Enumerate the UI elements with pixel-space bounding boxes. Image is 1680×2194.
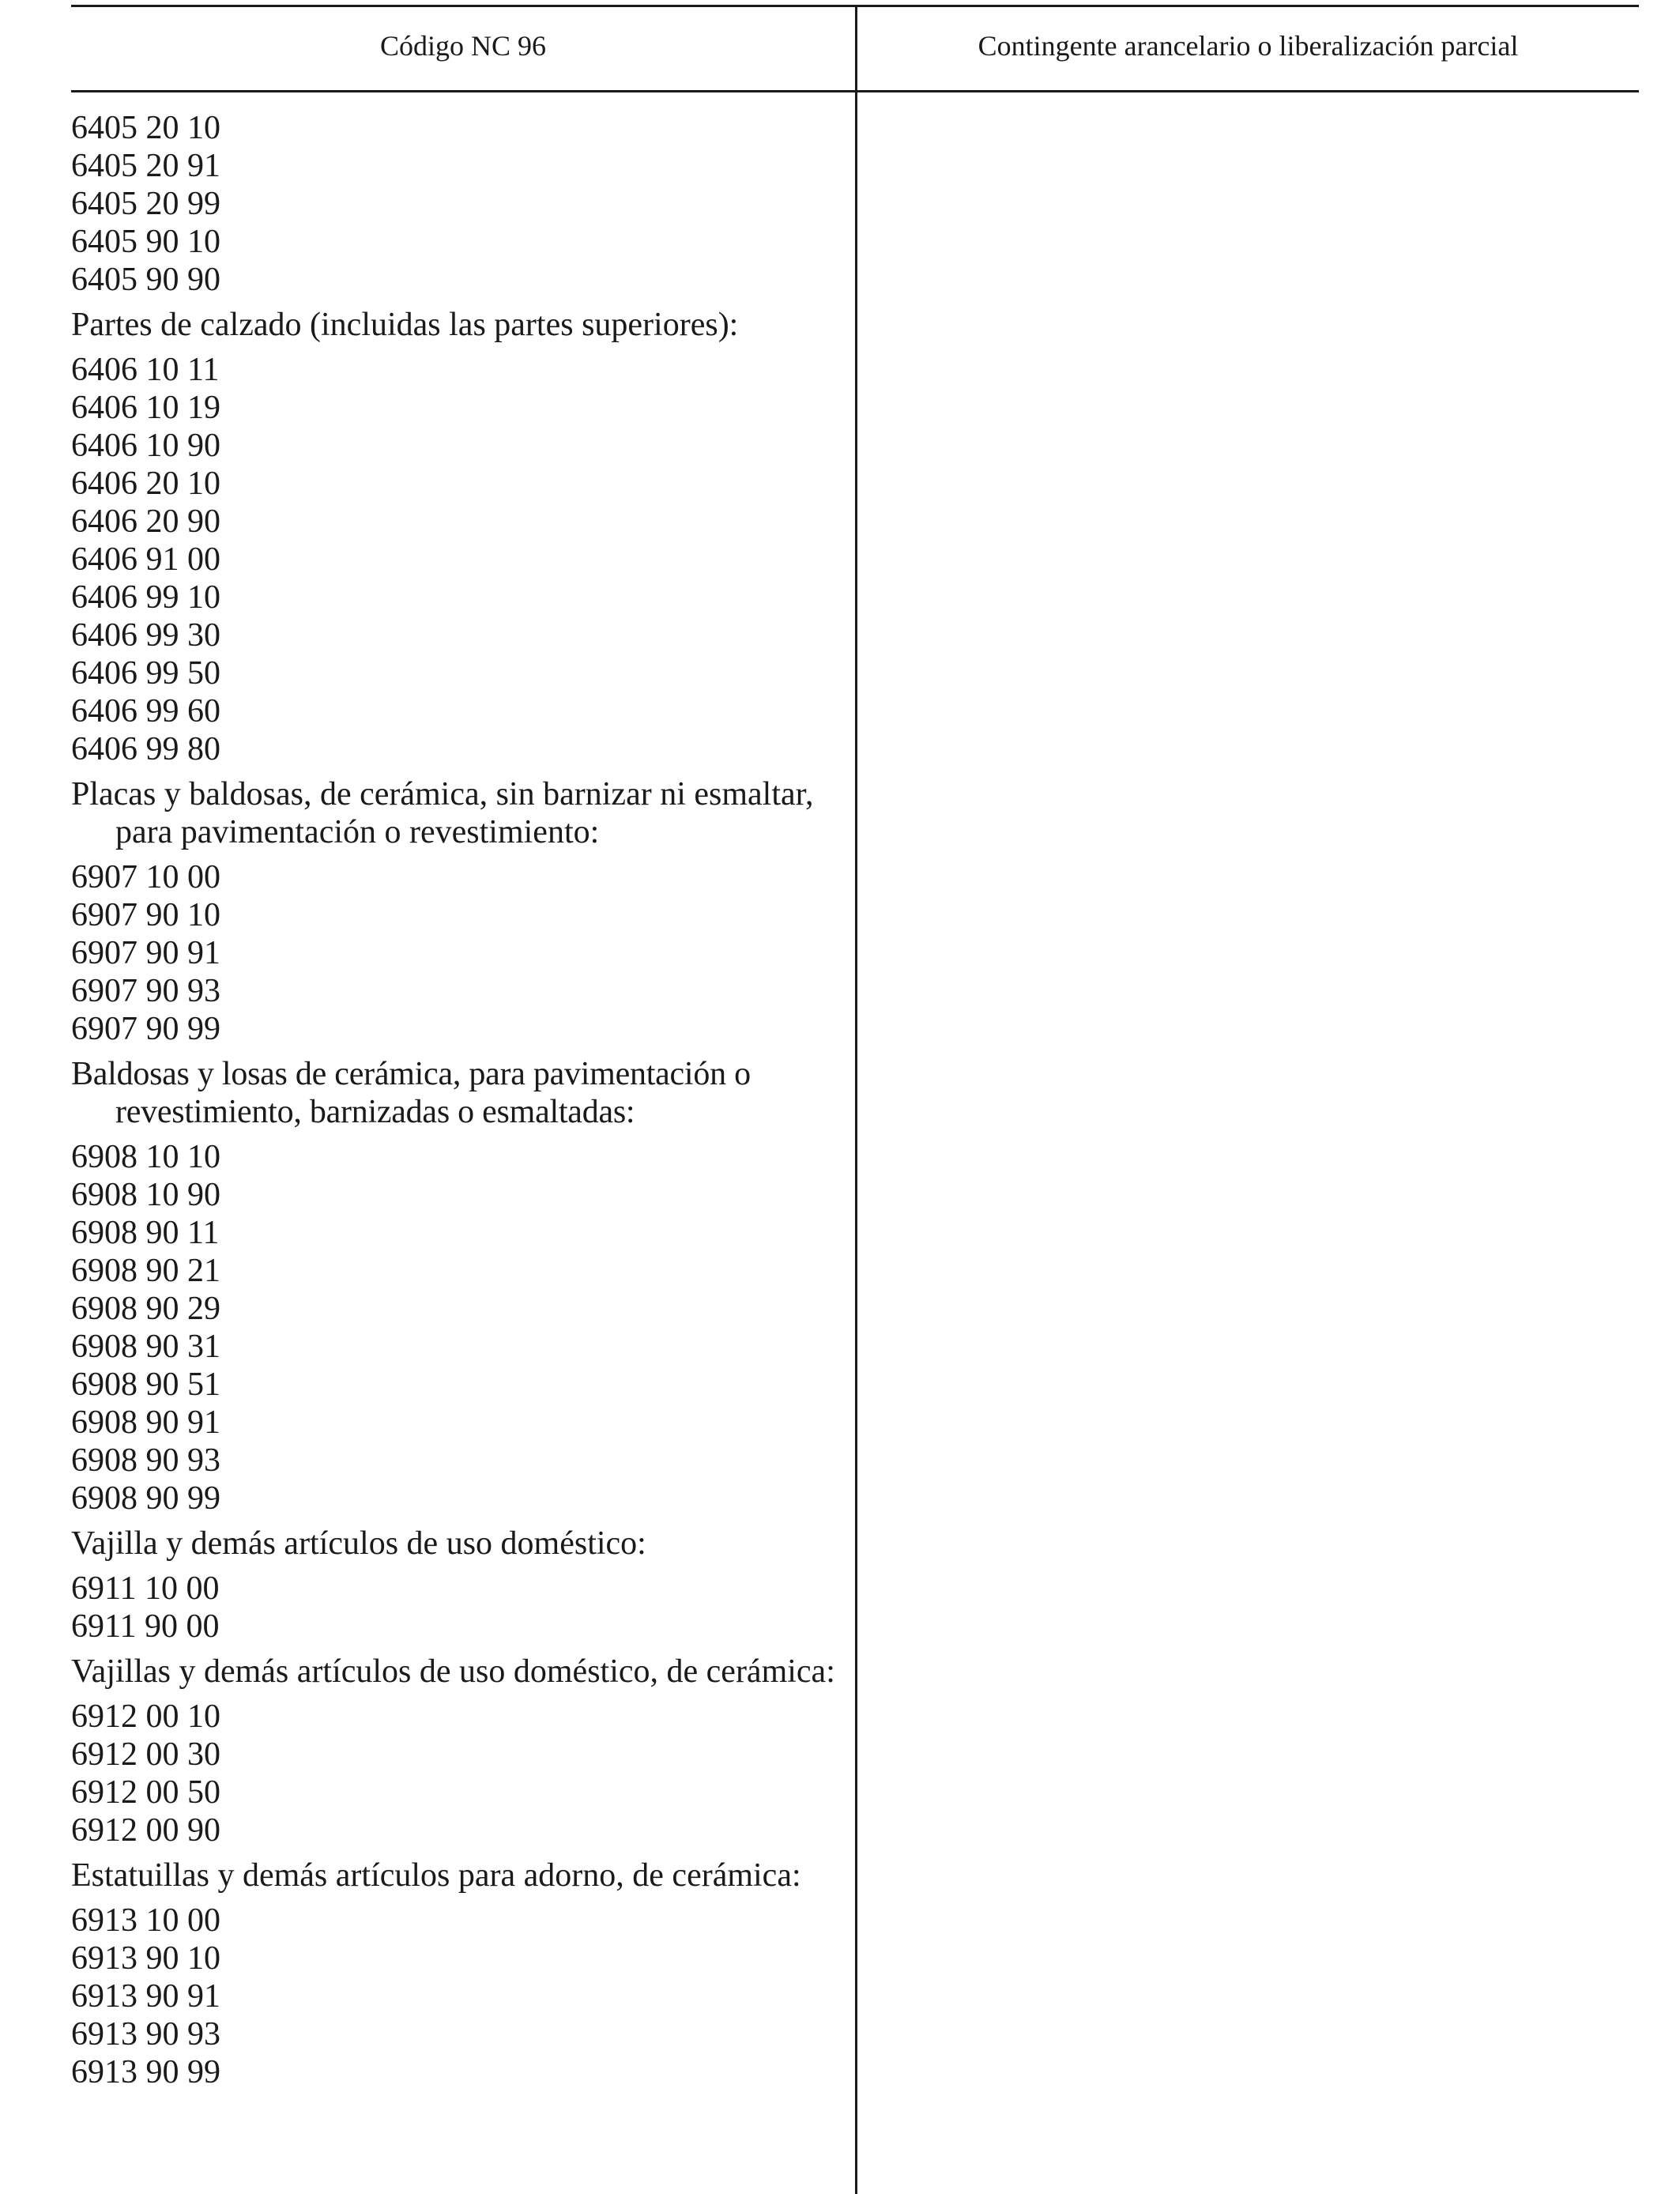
tariff-code: 6907 90 10 [71, 897, 220, 933]
column-divider [855, 5, 857, 2194]
column-header-code: Código NC 96 [379, 30, 547, 62]
group-description: Placas y baldosas, de cerámica, sin barnizar ni esmaltar, para pavimentación o revestimiento: [71, 776, 814, 850]
tariff-code: 6406 91 00 [71, 541, 220, 578]
tariff-code: 6908 90 29 [71, 1291, 220, 1327]
tariff-code: 6406 20 90 [71, 503, 220, 540]
code-column [71, 109, 846, 2091]
code-group [71, 306, 846, 768]
tariff-code: 6908 10 10 [71, 1139, 220, 1175]
code-group [71, 1525, 846, 1646]
group-description: Vajillas y demás artículos de uso doméstico, de cerámica: [71, 1653, 835, 1690]
tariff-code: 6406 10 19 [71, 390, 220, 426]
tariff-code: 6908 90 51 [71, 1367, 220, 1403]
tariff-code: 6406 10 90 [71, 428, 220, 464]
group-description: Baldosas y losas de cerámica, para pavimentación o revestimiento, barnizadas o esmaltadas: [71, 1056, 751, 1130]
tariff-code: 6908 90 93 [71, 1442, 220, 1479]
tariff-code: 6406 99 60 [71, 693, 220, 729]
tariff-code: 6406 99 30 [71, 617, 220, 654]
code-group [71, 775, 846, 1048]
tariff-code: 6908 90 21 [71, 1253, 220, 1289]
tariff-code: 6406 20 10 [71, 466, 220, 502]
tariff-code: 6908 90 99 [71, 1480, 220, 1517]
code-group [71, 1857, 846, 2091]
code-group [71, 109, 846, 299]
tariff-code: 6907 90 99 [71, 1011, 220, 1047]
tariff-code: 6406 99 80 [71, 731, 220, 767]
tariff-code: 6912 00 50 [71, 1774, 220, 1811]
tariff-code: 6913 90 10 [71, 1940, 220, 1977]
tariff-code: 6406 99 10 [71, 579, 220, 616]
tariff-code: 6908 90 11 [71, 1215, 220, 1251]
group-description: Vajilla y demás artículos de uso doméstico: [71, 1525, 646, 1562]
tariff-code: 6913 90 99 [71, 2054, 220, 2090]
tariff-code: 6911 90 00 [71, 1608, 220, 1645]
tariff-code: 6913 90 91 [71, 1978, 220, 2015]
tariff-code: 6913 90 93 [71, 2016, 220, 2053]
tariff-code: 6405 90 10 [71, 224, 220, 260]
column-header-quota: Contingente arancelario o liberalización parcial [977, 30, 1519, 62]
tariff-code: 6913 10 00 [71, 1902, 220, 1939]
tariff-code: 6907 10 00 [71, 859, 220, 895]
tariff-code: 6911 10 00 [71, 1570, 220, 1607]
tariff-code: 6908 90 91 [71, 1404, 220, 1441]
tariff-code: 6405 20 10 [71, 110, 220, 146]
tariff-code: 6912 00 90 [71, 1812, 220, 1849]
tariff-code: 6405 20 91 [71, 148, 220, 184]
tariff-code: 6912 00 10 [71, 1698, 220, 1735]
group-description: Estatuillas y demás artículos para adorno, de cerámica: [71, 1857, 801, 1894]
tariff-code: 6406 10 11 [71, 352, 220, 388]
tariff-code: 6907 90 91 [71, 935, 220, 971]
group-description: Partes de calzado (incluidas las partes superiores): [71, 307, 739, 343]
tariff-code: 6405 20 99 [71, 186, 220, 222]
tariff-code: 6908 90 31 [71, 1329, 220, 1365]
code-group [71, 1055, 846, 1517]
tariff-code: 6907 90 93 [71, 973, 220, 1009]
tariff-code: 6405 90 90 [71, 262, 220, 298]
tariff-code: 6912 00 30 [71, 1736, 220, 1773]
tariff-code: 6908 10 90 [71, 1177, 220, 1213]
tariff-code: 6406 99 50 [71, 655, 220, 692]
code-group [71, 1653, 846, 1849]
